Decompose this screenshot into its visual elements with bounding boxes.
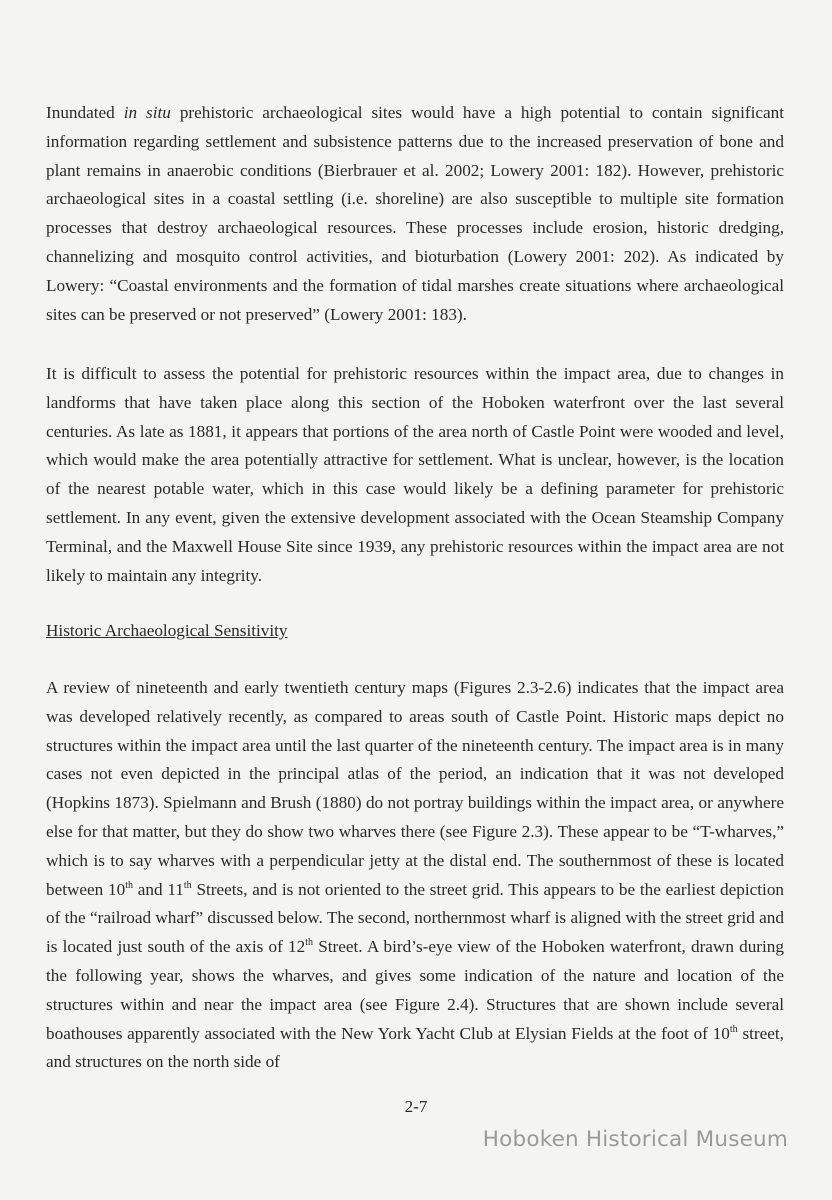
superscript: th xyxy=(305,937,313,949)
paragraph-prehistoric-sites xyxy=(46,99,784,329)
paragraph-3-text: A review of nineteenth and early twentieth century maps (Figures 2.3-2.6) indicates that the impact area was developed relatively recently, as compared to areas south of Castle Point. Historic maps depict no structures within the impact area until the last quarter of the nineteenth century. The impact area is in many cases not even depicted in the principal atlas of the period, an indication that it was not developed (Hopkins 1873). Spielmann and Brush (1880) do not portray buildings within the impact area, or anywhere else for that matter, but they do show two wharves there (see Figure 2.3). These appear to be “T-wharves,” which is to say wharves with a perpendicular jetty at the distal end. The southernmost of these is located between 10 xyxy=(46,678,784,899)
paragraph-1-lead: Inundated xyxy=(46,103,124,122)
paragraph-3-text: Street. A bird’s-eye view of the Hoboken waterfront, drawn during the following year, shows the wharves, and gives some indication of the nature and location of the structures within and near the impact area (see Figure 2.4). Structures that are shown include several boathouses apparently associated with the New York Yacht Club at Elysian Fields at the foot of 10 xyxy=(46,937,784,1043)
paragraph-1-emphasis: in situ xyxy=(123,103,171,122)
superscript: th xyxy=(729,1023,738,1035)
superscript: th xyxy=(183,879,192,891)
paragraph-1-rest: prehistoric archaeological sites would have a high potential to contain significant information regarding settlement and subsistence patterns due to the increased preservation of bone and plant remains in anaerobic conditions (Bierbrauer et al. 2002; Lowery 2001: 182). However, prehistoric archaeological sites in a coastal settling (i.e. shoreline) are also susceptible to multiple site formation processes that destroy archaeological resources. These processes include erosion, historic dredging, channelizing and mosquito control activities, and bioturbation (Lowery 2001: 202). As indicated by Lowery: “Coastal environments and the formation of tidal marshes create situations where archaeological sites can be preserved or not preserved” (Lowery 2001: 183). xyxy=(46,103,784,324)
paragraph-3-text: street, and structures on the north side of xyxy=(46,1023,784,1072)
paragraph-impact-area: It is difficult to assess the potential for prehistoric resources within the impact area, due to changes in landforms that have taken place along this section of the Hoboken waterfront over the last several centuries. As late as 1881, it appears that portions of the area north of Castle Point were wooded and level, which would make the area potentially attractive for settlement. What is unclear, however, is the location of the nearest potable water, which in this case would likely be a defining parameter for prehistoric settlement. In any event, given the extensive development associated with the Ocean Steamship Company Terminal, and the Maxwell House Site since 1939, any prehistoric resources within the impact area are not likely to maintain any integrity. xyxy=(46,364,784,585)
paragraph-historic-maps xyxy=(46,674,784,1077)
section-heading: Historic Archaeological Sensitivity xyxy=(46,621,288,640)
page-number: 2-7 xyxy=(404,1097,428,1116)
paragraph-3-text: Streets, and is not oriented to the street grid. This appears to be the earliest depiction of the “railroad wharf” discussed below. The second, northernmost wharf is aligned with the street grid and is located just south of the axis of 12 xyxy=(46,879,785,957)
museum-watermark: Hoboken Historical Museum xyxy=(482,1127,788,1152)
paragraph-3-text: and 11 xyxy=(133,879,184,899)
superscript: th xyxy=(125,879,133,891)
